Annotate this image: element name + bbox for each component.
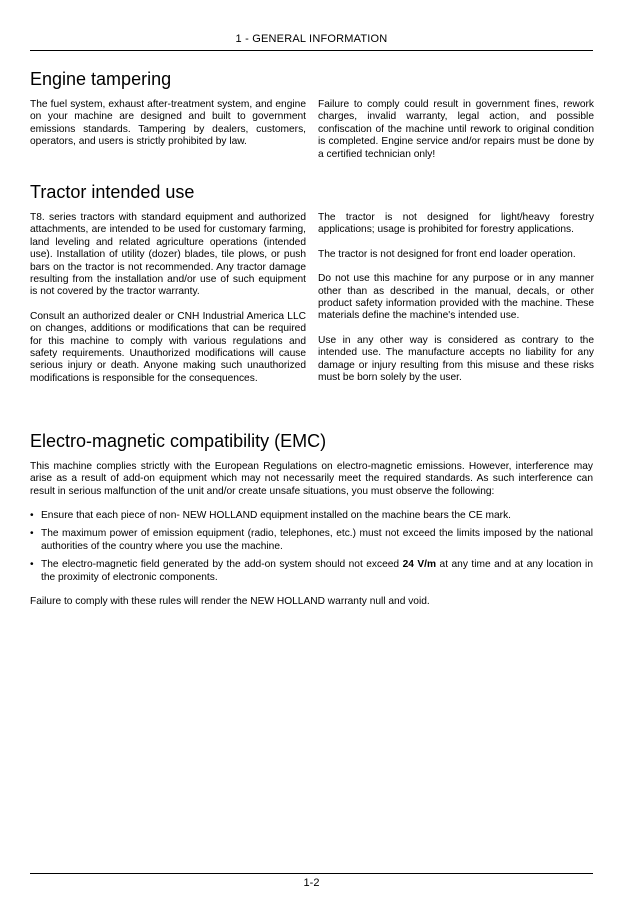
heading-tractor-intended-use: Tractor intended use bbox=[30, 182, 195, 202]
tractor-left-column bbox=[30, 212, 306, 397]
tractor-paragraph-6: Use in any other way is considered as contrary to the intended use. The manufacture accepts no liability for any damage or injury resulting from this misuse and these risks must be born solely by the user. bbox=[318, 334, 594, 384]
tractor-paragraph-5: Do not use this machine for any purpose or in any manner other than as described in the manual, decals, or other product safety information provided with the machine. These materials define the machine's intended use. bbox=[318, 273, 594, 322]
emc-bullet-3-text-before: The electro-magnetic field generated by the add-on system should not exceed bbox=[41, 559, 403, 571]
engine-paragraph-2: Failure to comply could result in government fines, rework charges, invalid warranty, legal action, and possible confiscation of the machine until rework to original condition is completed. Engine service and/or repairs must be done by a certified technician only! bbox=[318, 99, 594, 160]
tractor-paragraph-4: The tractor is not designed for front end loader operation. bbox=[318, 248, 576, 260]
emc-bullet-2-text: The maximum power of emission equipment (radio, telephones, etc.) must not exceed the limits imposed by the national authorities of the country where you use the machine. bbox=[41, 528, 593, 552]
tractor-right-column bbox=[318, 212, 594, 396]
footer-rule bbox=[30, 873, 593, 874]
page-number: 1-2 bbox=[303, 877, 320, 889]
page-header-title: 1 - GENERAL INFORMATION bbox=[235, 33, 388, 45]
bullet-icon: • bbox=[30, 559, 34, 571]
tractor-paragraph-3: The tractor is not designed for light/heavy forestry applications; usage is prohibited for forestry applications. bbox=[318, 212, 594, 236]
list-item bbox=[30, 559, 593, 584]
bullet-icon: • bbox=[30, 528, 34, 540]
emc-intro bbox=[30, 461, 593, 498]
engine-paragraph-1: The fuel system, exhaust after-treatment system, and engine on your machine are designed and built to government emissions standards. Tampering by dealers, customers, operators, and users is strictly prohibited by law. bbox=[30, 99, 306, 148]
header-rule bbox=[30, 50, 593, 51]
emc-field-limit-value: 24 V/m bbox=[402, 559, 437, 571]
engine-left-column bbox=[30, 99, 306, 161]
emc-bullet-list bbox=[30, 510, 593, 590]
list-item bbox=[30, 528, 593, 553]
tractor-paragraph-1: T8. series tractors with standard equipment and authorized attachments, are intended to be used for customary farming, land leveling and related agriculture operations (intended use). Installation of utility (dozer) blades, tile plows, or push bars on the tractor is not recommended. Any tractor damage resulting from the installation and/or use of such equipment is not covered by the tractor warranty. bbox=[30, 212, 306, 298]
emc-bullet-3-text-after: at any time and at any location in the proximity of electronic components. bbox=[41, 559, 593, 583]
emc-intro-text: This machine complies strictly with the European Regulations on electro-magnetic emissions. However, interference may arise as a result of add-on equipment which may not necessarily meet the required standards. As such interference can result in serious malfunction of the unit and/or create unsafe situations, you must observe the following: bbox=[30, 461, 593, 497]
emc-closing bbox=[30, 596, 593, 608]
bullet-icon: • bbox=[30, 510, 34, 521]
emc-bullet-1-text: Ensure that each piece of non- NEW HOLLAND equipment installed on the machine bears the CE mark. bbox=[41, 510, 511, 521]
emc-closing-text: Failure to comply with these rules will render the NEW HOLLAND warranty null and void. bbox=[30, 596, 430, 607]
list-item bbox=[30, 510, 593, 522]
tractor-paragraph-2: Consult an authorized dealer or CNH Industrial America LLC on changes, additions or modifications that can be required for this machine to comply with various regulations and safety requirements. Unauthorized modifications will cause serious injury or death. Anyone making such unauthorized modifications is responsible for the consequences. bbox=[30, 310, 306, 384]
heading-engine-tampering: Engine tampering bbox=[30, 69, 172, 89]
heading-emc: Electro-magnetic compatibility (EMC) bbox=[30, 431, 327, 451]
engine-right-column bbox=[318, 99, 594, 173]
